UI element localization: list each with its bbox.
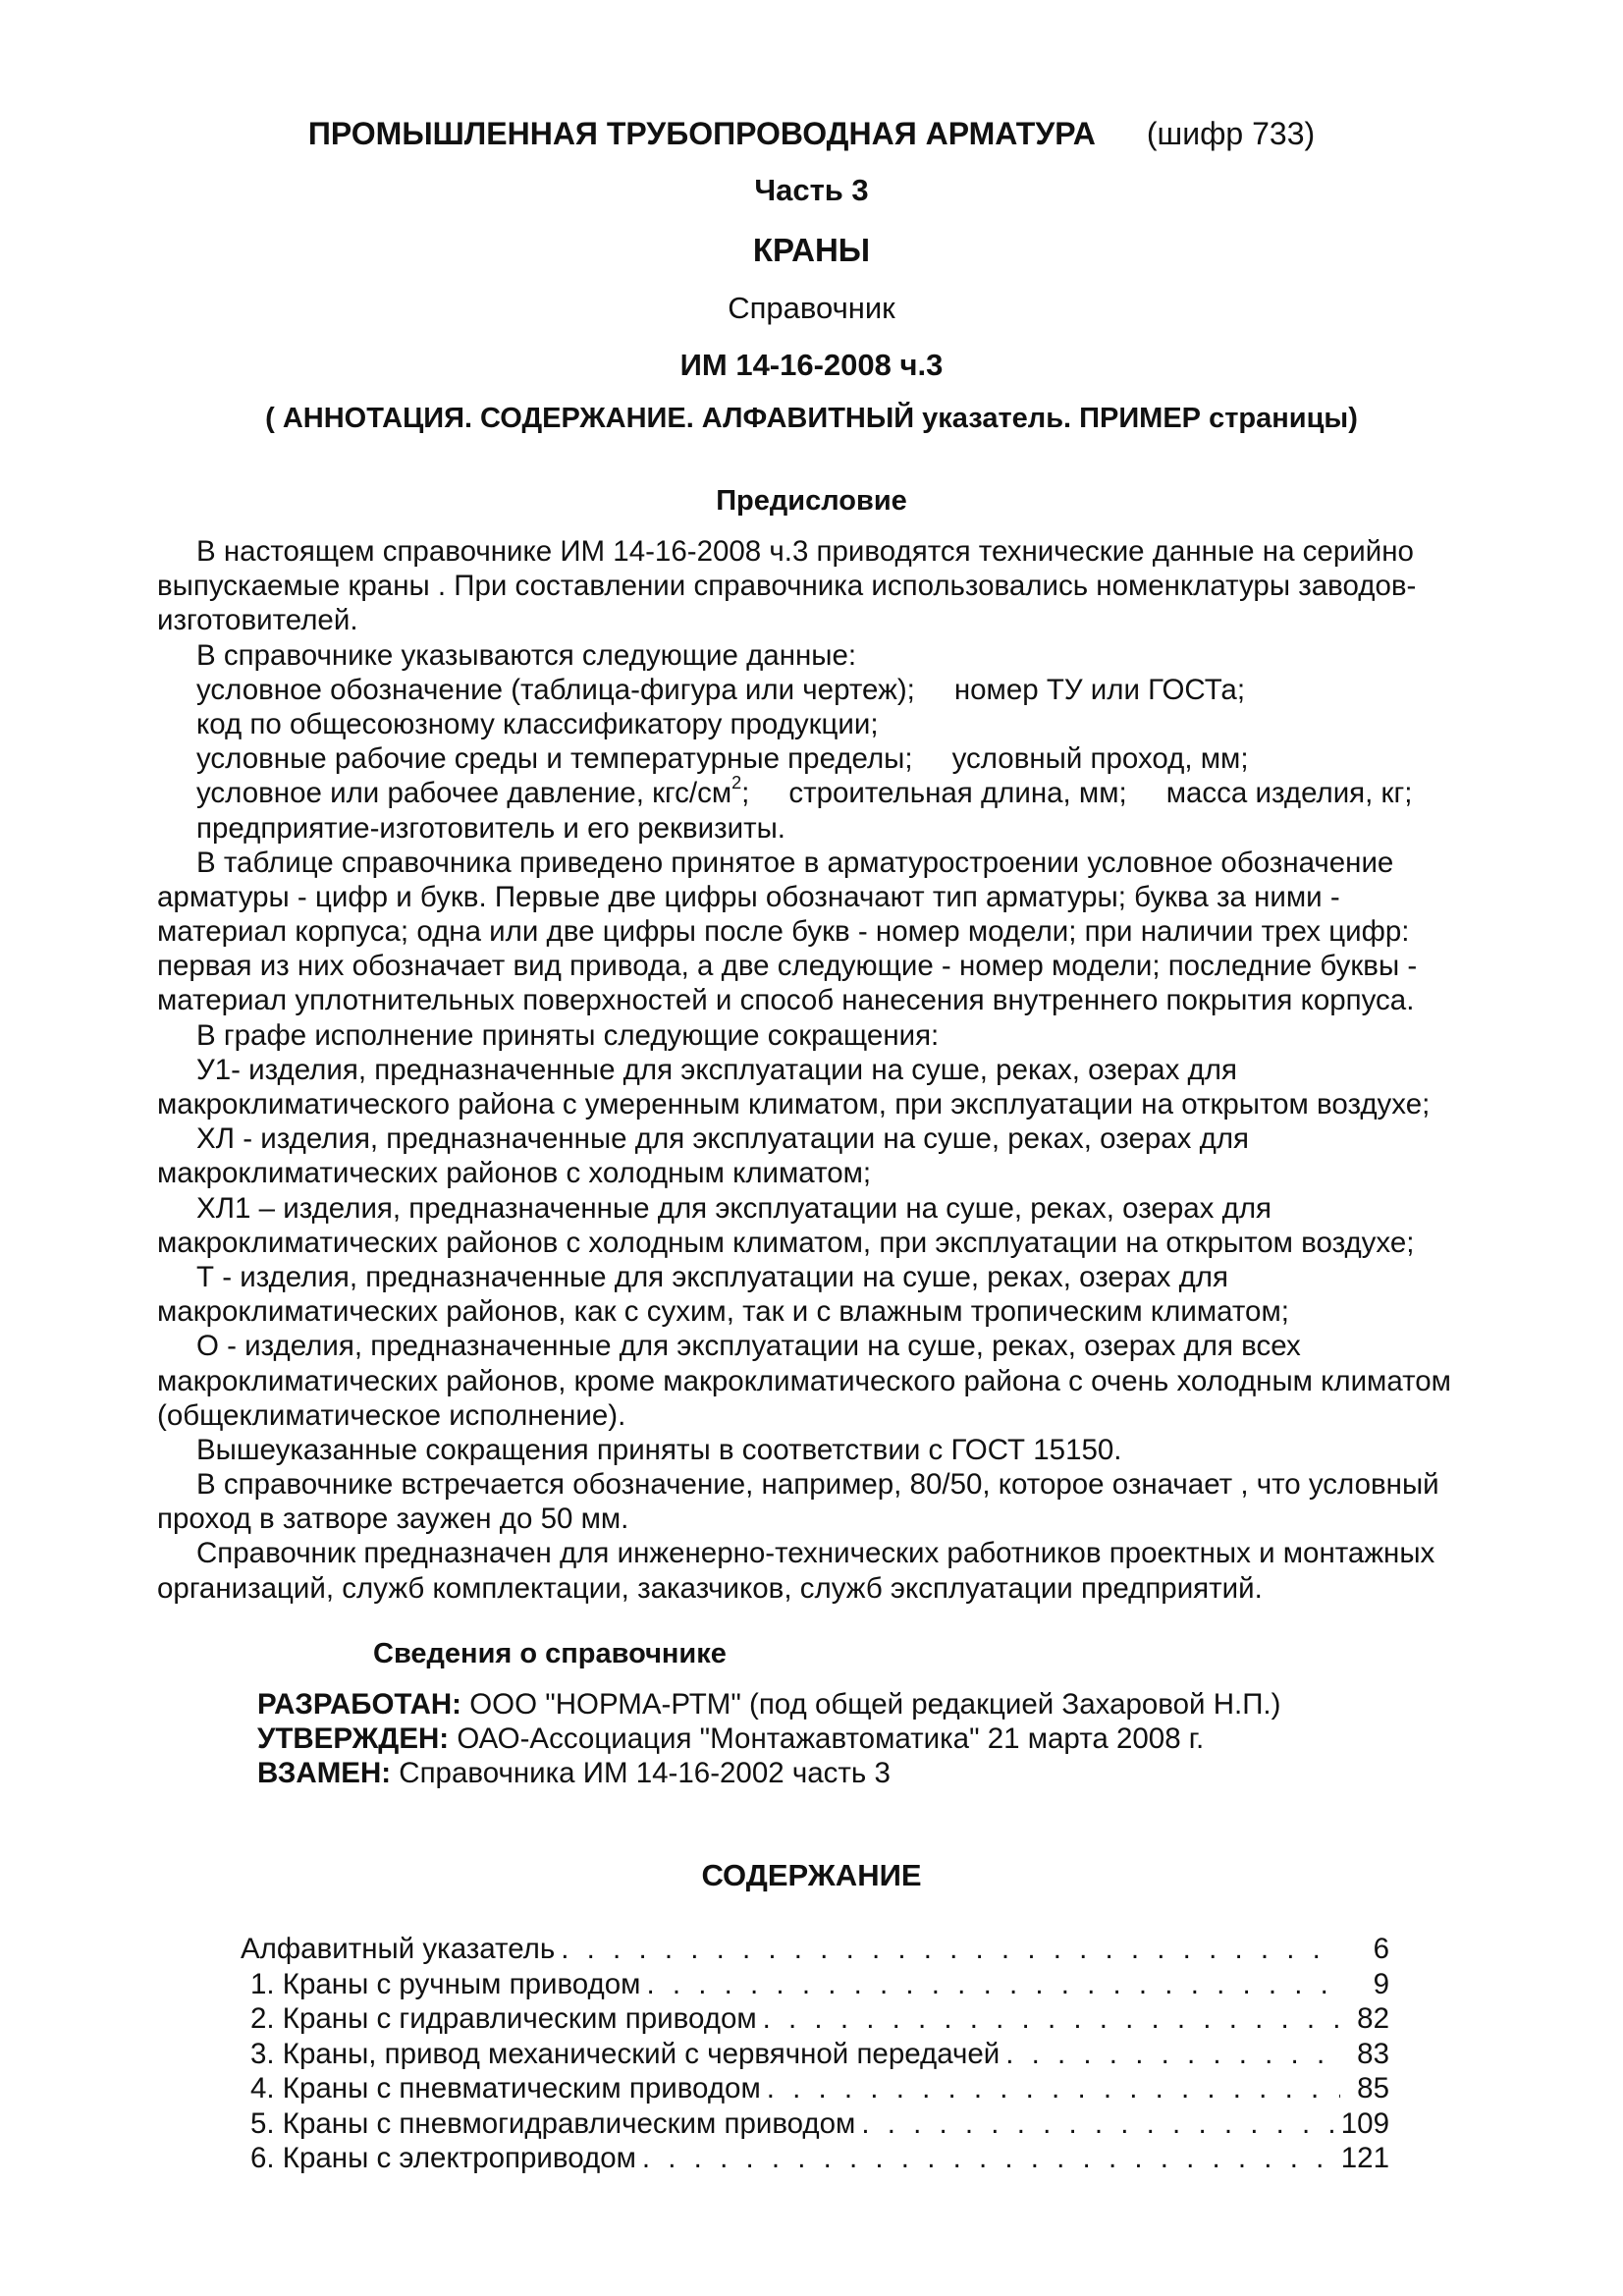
table-of-contents xyxy=(241,1932,1389,2176)
document-title: ПРОМЫШЛЕННАЯ ТРУБОПРОВОДНАЯ АРМАТУРА xyxy=(307,116,1096,151)
data-item: код по общесоюзному классификатору продукции; xyxy=(196,707,879,740)
abbr-line: О - изделия, предназначенные для эксплуатации на суше, реках, озерах для всех xyxy=(196,1330,1301,1363)
abbr-line: макроклиматических районов, как с сухим, так и с влажным тропическим климатом; xyxy=(157,1295,1289,1329)
data-item: условное обозначение (таблица-фигура или чертеж); номер ТУ или ГОСТа; xyxy=(196,673,1246,706)
toc-item[interactable]: 4. Краны с пневматическим приводом . . . 85 xyxy=(241,2071,1389,2106)
toc-item[interactable]: 1. Краны с ручным приводом . . . 9 xyxy=(241,1967,1389,2002)
abbr-line: (общеклиматическое исполнение). xyxy=(157,1398,626,1432)
data-item: условные рабочие среды и температурные пределы; условный проход, мм; xyxy=(196,742,1249,776)
preface-line: В графе исполнение приняты следующие сокращения: xyxy=(196,1018,940,1052)
preface-body xyxy=(157,534,1512,1606)
preface-heading: Предисловие xyxy=(716,485,907,517)
preface-line: материал уплотнительных поверхностей и способ нанесения внутреннего покрытия корпуса. xyxy=(157,984,1415,1017)
preface-line: В справочнике указываются следующие данные: xyxy=(196,638,857,672)
info-heading: Сведения о справочнике xyxy=(373,1638,727,1669)
preface-line: организаций, служб комплектации, заказчиков, служб эксплуатации предприятий. xyxy=(157,1571,1263,1605)
preface-line: Вышеуказанные сокращения приняты в соответствии с ГОСТ 15150. xyxy=(196,1433,1122,1466)
doc-number: ИМ 14-16-2008 ч.3 xyxy=(679,348,944,382)
toc-item[interactable]: 5. Краны с пневмогидравлическим приводом . . . 109 xyxy=(241,2106,1389,2142)
abbr-line: У1- изделия, предназначенные для эксплуатации на суше, реках, озерах для xyxy=(196,1053,1237,1086)
abbr-line: ХЛ - изделия, предназначенные для эксплуатации на суше, реках, озерах для xyxy=(196,1122,1250,1156)
preface-line: выпускаемые краны . При составлении справочника использовались номенклатуры заводов- xyxy=(157,570,1417,603)
toc-item[interactable]: Алфавитный указатель . . . 6 xyxy=(241,1932,1389,1967)
preface-line: Справочник предназначен для инженерно-технических работников проектных и монтажных xyxy=(196,1537,1435,1570)
document-code: (шифр 733) xyxy=(1146,116,1316,151)
contents-note: ( АННОТАЦИЯ. СОДЕРЖАНИЕ. АЛФАВИТНЫЙ указатель. ПРИМЕР страницы) xyxy=(265,403,1358,434)
preface-line: первая из них обозначает вид привода, а две следующие - номер модели; последние буквы - xyxy=(157,950,1418,983)
subject-heading: КРАНЫ xyxy=(752,232,871,268)
info-approved: УТВЕРЖДЕН: ОАО-Ассоциация "Монтажавтоматика" 21 марта 2008 г. xyxy=(257,1722,1205,1756)
preface-line: арматуры - цифр и букв. Первые две цифры обозначают тип арматуры; буква за ними - xyxy=(157,880,1340,913)
abbr-line: макроклиматических районов, кроме макроклиматического района с очень холодным климатом xyxy=(157,1364,1451,1397)
abbr-line: макроклиматических районов с холодным климатом, при эксплуатации на открытом воздухе; xyxy=(157,1226,1415,1259)
preface-line: материал корпуса; одна или две цифры после букв - номер модели; при наличии трех цифр: xyxy=(157,915,1410,949)
toc-item[interactable]: 2. Краны с гидравлическим приводом . . . 82 xyxy=(241,2001,1389,2037)
preface-line: В настоящем справочнике ИМ 14-16-2008 ч.3 приводятся технические данные на серийно xyxy=(196,535,1414,568)
preface-line: В справочнике встречается обозначение, например, 80/50, которое означает , что условный xyxy=(196,1468,1439,1502)
abbr-line: макроклиматического района с умеренным климатом, при эксплуатации на открытом воздухе; xyxy=(157,1088,1431,1121)
data-item: условное или рабочее давление, кгс/$см^2$; строительная длина, мм; масса изделия, кг; xyxy=(196,773,1413,810)
document-title-row xyxy=(0,116,1623,152)
toc-item[interactable]: 6. Краны с электроприводом . . . 121 xyxy=(241,2141,1389,2176)
preface-line: проход в затворе заужен до 50 мм. xyxy=(157,1503,629,1536)
toc-heading: СОДЕРЖАНИЕ xyxy=(701,1858,922,1892)
abbr-line: макроклиматических районов с холодным климатом; xyxy=(157,1157,872,1190)
doc-kind: Справочник xyxy=(728,291,895,325)
info-replaces: ВЗАМЕН: Справочника ИМ 14-16-2002 часть 3 xyxy=(257,1757,891,1790)
abbr-line: ХЛ1 – изделия, предназначенные для эксплуатации на суше, реках, озерах для xyxy=(196,1191,1272,1225)
abbr-line: Т - изделия, предназначенные для эксплуатации на суше, реках, озерах для xyxy=(196,1260,1228,1293)
info-developed: РАЗРАБОТАН: ООО "НОРМА-РТМ" (под общей редакцией Захаровой Н.П.) xyxy=(257,1688,1281,1721)
info-block xyxy=(257,1687,1280,1791)
data-item: предприятие-изготовитель и его реквизиты. xyxy=(196,811,785,845)
preface-line: В таблице справочника приведено принятое в арматуростроении условное обозначение xyxy=(196,846,1394,879)
toc-item[interactable]: 3. Краны, привод механический с червячной передачей . . . 83 xyxy=(241,2037,1389,2072)
preface-line: изготовителей. xyxy=(157,604,358,637)
part-label: Часть 3 xyxy=(754,173,869,207)
